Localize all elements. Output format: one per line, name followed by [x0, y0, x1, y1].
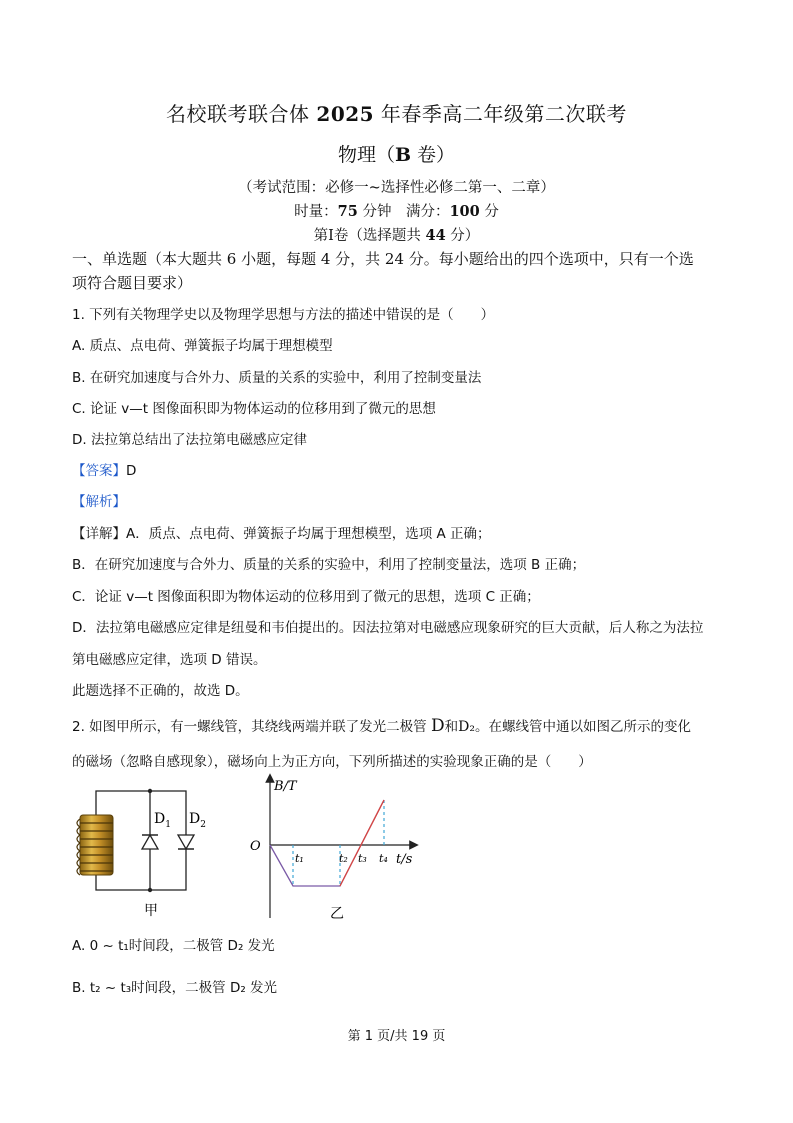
q2-stem-and: 和 [444, 719, 459, 735]
detail-a-text: A．质点、点电荷、弹簧振子均属于理想模型，选项 A 正确； [126, 526, 491, 542]
q2-option-b: B. t₂ ~ t₃时间段，二极管 D₂ 发光 [72, 980, 278, 996]
q2-option-a: A. 0 ~ t₁时间段，二极管 D₂ 发光 [72, 938, 275, 954]
page-footer: 第 1 页/共 19 页 [347, 1029, 446, 1044]
q1-detail-d-line2: 第电磁感应定律，选项 D 错误。 [72, 652, 267, 668]
section-heading-line2: 项符合题目要求） [72, 274, 193, 292]
q1-detail-c: C．论证 v—t 图像面积即为物体运动的位移用到了微元的思想，选项 C 正确； [72, 589, 540, 605]
junction-dot [148, 888, 152, 892]
subtitle-text-c: 卷） [411, 144, 456, 166]
volume-unit: 分） [445, 228, 480, 244]
exam-subtitle [0, 140, 793, 167]
tick-t2: t₂ [339, 852, 348, 865]
title-text-a: 名校联考联合体 [166, 102, 317, 126]
exam-scope: （考试范围：必修一~选择性必修二第一、二章） [238, 180, 555, 196]
time-unit: 分钟 满分： [357, 204, 450, 220]
time-guide-lines [293, 800, 384, 886]
time-value: 75 [337, 203, 358, 220]
q2-diode-d1: D [430, 716, 445, 736]
volume-heading [0, 224, 793, 245]
q1-option-c: C. 论证 v—t 图像面积即为物体运动的位移用到了微元的思想 [72, 401, 436, 417]
q2-stem-text-a: 2. 如图甲所示，有一螺线管，其绕线两端并联了发光二极管 [72, 719, 431, 735]
q1-option-a: A. 质点、点电荷、弹簧振子均属于理想模型 [72, 338, 333, 354]
junction-dot [148, 789, 152, 793]
volume-label: 第Ⅰ卷（选择题共 [313, 228, 426, 244]
d1-label: $D_1$ [154, 811, 171, 830]
q2-stem-line2: 的磁场（忽略自感现象），磁场向上为正方向，下列所描述的实验现象正确的是（ ） [72, 754, 592, 770]
q1-option-b: B. 在研究加速度与合外力、质量的关系的实验中，利用了控制变量法 [72, 370, 482, 386]
time-label: 时量： [294, 204, 338, 220]
q2-diode-d2: D₂ [458, 719, 475, 735]
exam-title [0, 98, 793, 127]
q2-stem-line1 [72, 715, 691, 736]
volume-score: 44 [425, 227, 446, 244]
q1-detail-b: B．在研究加速度与合外力、质量的关系的实验中，利用了控制变量法，选项 B 正确； [72, 557, 586, 573]
figure-caption-yi: 乙 [330, 906, 344, 922]
b-t-graph-figure [246, 770, 426, 930]
title-year: 2025 [316, 102, 375, 126]
subtitle-volume: B [394, 144, 412, 166]
detail-label: 【详解】 [72, 526, 126, 542]
title-text-b: 年春季高二年级第二次联考 [374, 102, 627, 126]
answer-value: D [126, 463, 137, 479]
analysis-label: 【解析】 [72, 494, 126, 510]
figure-caption-jia: 甲 [144, 903, 158, 919]
exam-time-score [0, 200, 793, 221]
q1-option-d: D. 法拉第总结出了法拉第电磁感应定律 [72, 432, 307, 448]
q1-answer [72, 459, 136, 479]
answer-label: 【答案】 [72, 463, 126, 479]
q2-stem-text-b: 。在螺线管中通以如图乙所示的变化 [474, 719, 691, 735]
tick-t3: t₃ [358, 852, 367, 865]
q1-stem: 1. 下列有关物理学史以及物理学思想与方法的描述中错误的是（ ） [72, 307, 495, 323]
q1-detail-a [72, 522, 491, 542]
score-value: 100 [449, 203, 480, 220]
q1-detail-d-line1: D．法拉第电磁感应定律是纽曼和韦伯提出的。因法拉第对电磁感应现象研究的巨大贡献，后人称之为法拉 [72, 620, 704, 636]
d2-label: $D_2$ [189, 811, 206, 830]
tick-t1: t₁ [295, 852, 304, 865]
b-field-curve [270, 800, 384, 886]
tick-t4: t₄ [379, 852, 388, 865]
solenoid-circuit-figure [66, 775, 216, 925]
solenoid-coil [80, 815, 113, 875]
x-axis-label: t/s [396, 852, 413, 867]
diode-d1-icon [142, 835, 158, 849]
b-field-curve-rising [340, 800, 384, 886]
origin-label: O [250, 839, 261, 854]
section-heading-line1: 一、单选题（本大题共 6 小题，每题 4 分，共 24 分。每小题给出的四个选项中，只有一个选 [72, 250, 694, 268]
y-axis-label: B/T [274, 779, 297, 794]
score-unit: 分 [479, 204, 499, 220]
subtitle-text-a: 物理（ [337, 144, 395, 166]
diode-d2-icon [178, 835, 194, 849]
q1-analysis-label [72, 490, 126, 510]
q1-conclusion: 此题选择不正确的，故选 D。 [72, 683, 249, 699]
